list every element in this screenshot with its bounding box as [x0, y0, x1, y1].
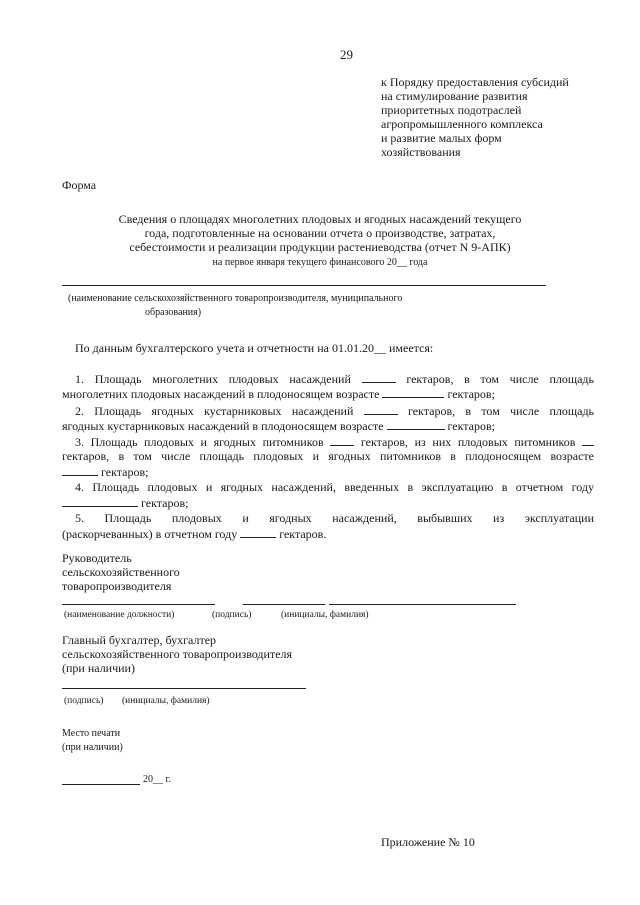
date-line	[62, 784, 140, 785]
item-5-text: (раскорчеванных) в отчетном году	[62, 527, 238, 541]
item-5-line-2	[62, 526, 326, 541]
blank-field	[62, 495, 138, 507]
item-3-text: гектаров;	[101, 465, 149, 479]
caption-name: (инициалы, фамилия)	[122, 696, 210, 706]
item-4-line-2	[62, 495, 188, 510]
blank-field	[330, 434, 354, 446]
caption-signature: (подпись)	[64, 696, 104, 706]
producer-caption-2: образования)	[145, 307, 202, 318]
accountant-title	[62, 633, 292, 675]
position-line	[62, 604, 215, 605]
item-2-line-2	[62, 418, 495, 433]
accountant-sign-line	[62, 688, 306, 689]
head-sign-line: Руководитель	[62, 551, 132, 565]
item-1-line-1	[62, 371, 594, 386]
head-sign-line: товаропроизводителя	[62, 579, 172, 593]
page-number: 29	[340, 47, 353, 62]
accountant-line: (при наличии)	[62, 661, 135, 675]
accountant-line: сельскохозяйственного товаропроизводителя	[62, 647, 293, 661]
item-1-text: гектаров;	[447, 387, 495, 401]
caption-signature: (подпись)	[212, 610, 252, 620]
header-note-line: и развитие малых форм	[381, 131, 502, 145]
blank-field	[382, 386, 444, 398]
item-3-line-1	[62, 434, 594, 449]
item-1-line-2	[62, 386, 495, 401]
producer-caption: (наименование сельскохозяйственного товаропроизводителя, муниципального	[68, 293, 403, 304]
head-sign-line: сельскохозяйственного	[62, 565, 180, 579]
title-line: Сведения о площадях многолетних плодовых и ягодных насаждений текущего	[118, 212, 522, 226]
signature-line	[243, 604, 325, 605]
header-note-line: на стимулирование развития	[381, 89, 528, 103]
item-2-line-1	[62, 403, 594, 418]
blank-field	[240, 526, 276, 538]
blank-field	[582, 434, 594, 446]
blank-field	[364, 403, 398, 415]
header-note-line: приоритетных подотраслей	[381, 103, 522, 117]
item-3-line-2	[62, 449, 594, 463]
form-label: Форма	[62, 178, 97, 192]
item-3-text: 3. Площадь плодовых и ягодных питомников	[75, 435, 324, 449]
header-note-line: агропромышленного комплекса	[381, 117, 543, 131]
name-line	[329, 604, 516, 605]
item-2-text: 2. Площадь ягодных кустарниковых насаждений	[75, 404, 354, 418]
accountant-line: Главный бухгалтер, бухгалтер	[62, 633, 217, 647]
item-5-text: 5. Площадь плодовых и ягодных насаждений, выбывших из эксплуатации	[75, 511, 594, 525]
date-year: 20__ г.	[143, 774, 171, 785]
item-3-text: гектаров, в том числе площадь плодовых и ягодных питомников в плодоносящем возрасте	[62, 449, 594, 463]
item-1-text: гектаров, в том числе площадь	[406, 372, 595, 386]
blank-field	[62, 464, 98, 476]
blank-field	[387, 418, 445, 430]
item-4-text: гектаров;	[141, 496, 189, 510]
item-4-text: 4. Площадь плодовых и ягодных насаждений, введенных в эксплуатацию в отчетном году	[75, 480, 594, 494]
item-1-text: 1. Площадь многолетних плодовых насаждений	[75, 372, 351, 386]
item-3-line-3	[62, 464, 148, 479]
producer-name-line	[62, 285, 546, 286]
document-title	[60, 212, 580, 254]
title-line: себестоимости и реализации продукции растениеводства (отчет N 9-АПК)	[129, 240, 511, 254]
caption-name: (инициалы, фамилия)	[281, 610, 369, 620]
item-1-text: многолетних плодовых насаждений в плодоносящем возрасте	[62, 387, 380, 401]
head-sign-title	[62, 551, 180, 593]
item-5-line-1	[62, 511, 594, 525]
header-note	[381, 75, 621, 159]
caption-position: (наименование должности)	[64, 610, 175, 620]
item-2-text: гектаров;	[447, 419, 496, 433]
stamp-note: (при наличии)	[62, 742, 123, 753]
item-5-text: гектаров.	[279, 527, 327, 541]
title-subtitle: на первое января текущего финансового 20__ года	[212, 257, 428, 268]
header-note-line: к Порядку предоставления субсидий	[381, 75, 569, 89]
item-4-line-1	[62, 480, 594, 494]
item-2-text: гектаров, в том числе площадь	[407, 404, 595, 418]
intro-text: По данным бухгалтерского учета и отчетности на 01.01.20__ имеется:	[75, 341, 434, 355]
title-line: года, подготовленные на основании отчета о производстве, затратах,	[144, 226, 496, 240]
item-3-text: гектаров, из них плодовых питомников	[360, 435, 576, 449]
stamp-label: Место печати	[62, 728, 121, 739]
blank-field	[362, 371, 396, 383]
appendix-label: Приложение № 10	[381, 835, 475, 849]
header-note-line: хозяйствования	[381, 145, 461, 159]
item-2-text: ягодных кустарниковых насаждений в плодоносящем возрасте	[62, 419, 384, 433]
